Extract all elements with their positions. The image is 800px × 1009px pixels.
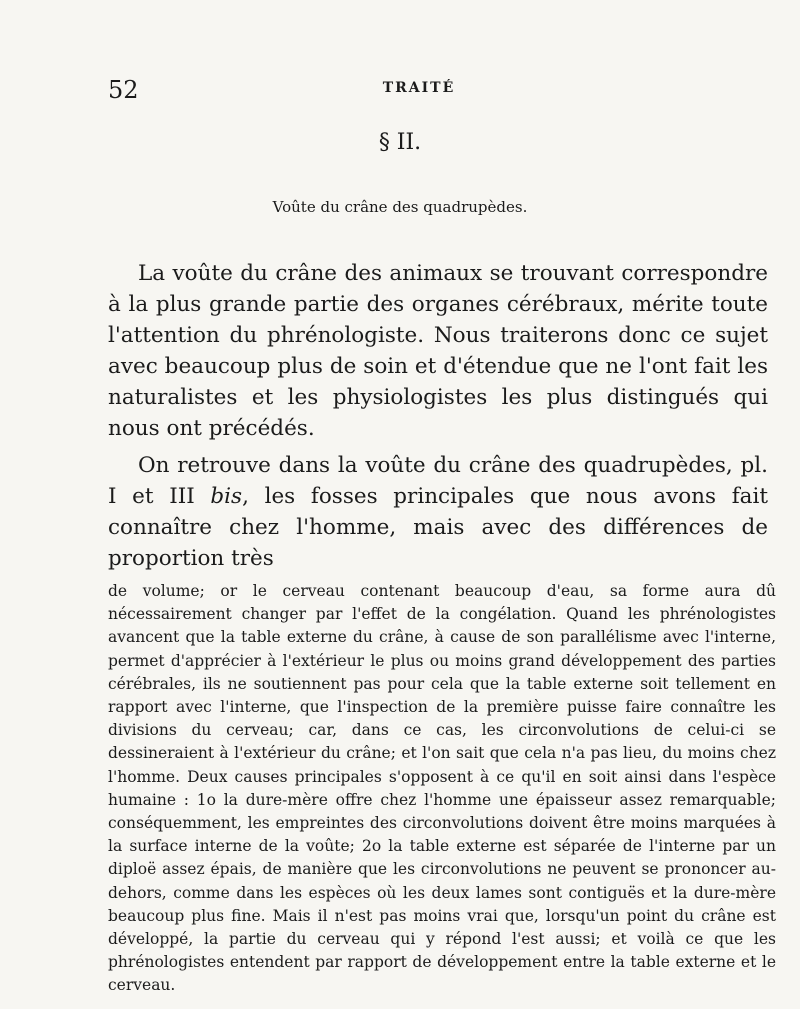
footnote (108, 580, 776, 998)
paragraph-2-italic: bis (210, 484, 243, 509)
main-text (108, 258, 768, 574)
page-header (108, 76, 730, 106)
paragraph-2 (108, 450, 768, 574)
paragraph-2-start: On retrouve dans la voûte du crâne des quadrupèdes, pl. I et III (108, 453, 768, 509)
paragraph-2-end: , les fosses principales que nous avons fait connaître chez l'homme, mais avec des différences de proportion très (108, 484, 768, 571)
footnote-text: de volume; or le cerveau contenant beaucoup d'eau, sa forme aura dû nécessairement changer par l'effet de la congélation. Quand les phrénologistes avancent que la table externe du crâne, à cause de son parallélisme avec l'interne, permet d'apprécier à l'extérieur le plus ou moins grand développement des parties cérébrales, ils ne soutiennent pas pour cela que la table externe soit tellement en rapport avec l'interne, que l'inspection de la première puisse faire connaître les divisions du cerveau; car, dans ce cas, les circonvolutions de celui-ci se dessineraient à l'extérieur du crâne; et l'on sait que cela n'a pas lieu, du moins chez l'homme. Deux causes principales s'opposent à ce qu'il en soit ainsi dans l'espèce humaine : 1o la dure-mère offre chez l'homme une épaisseur assez remarquable; conséquemment, les empreintes des circonvolutions doivent être moins marquées à la surface interne de la voûte; 2o la table externe est séparée de l'interne par un diploë assez épais, de manière que les circonvolutions ne peuvent se prononcer au-dehors, comme dans les espèces où les deux lames sont contiguës et la dure-mère beaucoup plus fine. Mais il n'est pas moins vrai que, lorsqu'un point du crâne est développé, la partie du cerveau qui y répond l'est aussi; et voilà ce que les phrénologistes entendent par rapport de développement entre la table externe et le cerveau. (108, 582, 776, 995)
paragraph-1: La voûte du crâne des animaux se trouvant correspondre à la plus grande partie des organes cérébraux, mérite toute l'attention du phrénologiste. Nous traiterons donc ce sujet avec beaucoup plus de soin et d'étendue que ne l'ont fait les naturalistes et les physiologistes les plus distingués qui nous ont précédés. (108, 261, 768, 441)
running-title: TRAITÉ (382, 80, 456, 96)
section-heading: § II. (378, 130, 422, 155)
section-subtitle: Voûte du crâne des quadrupèdes. (272, 198, 528, 216)
page-number: 52 (108, 76, 139, 104)
